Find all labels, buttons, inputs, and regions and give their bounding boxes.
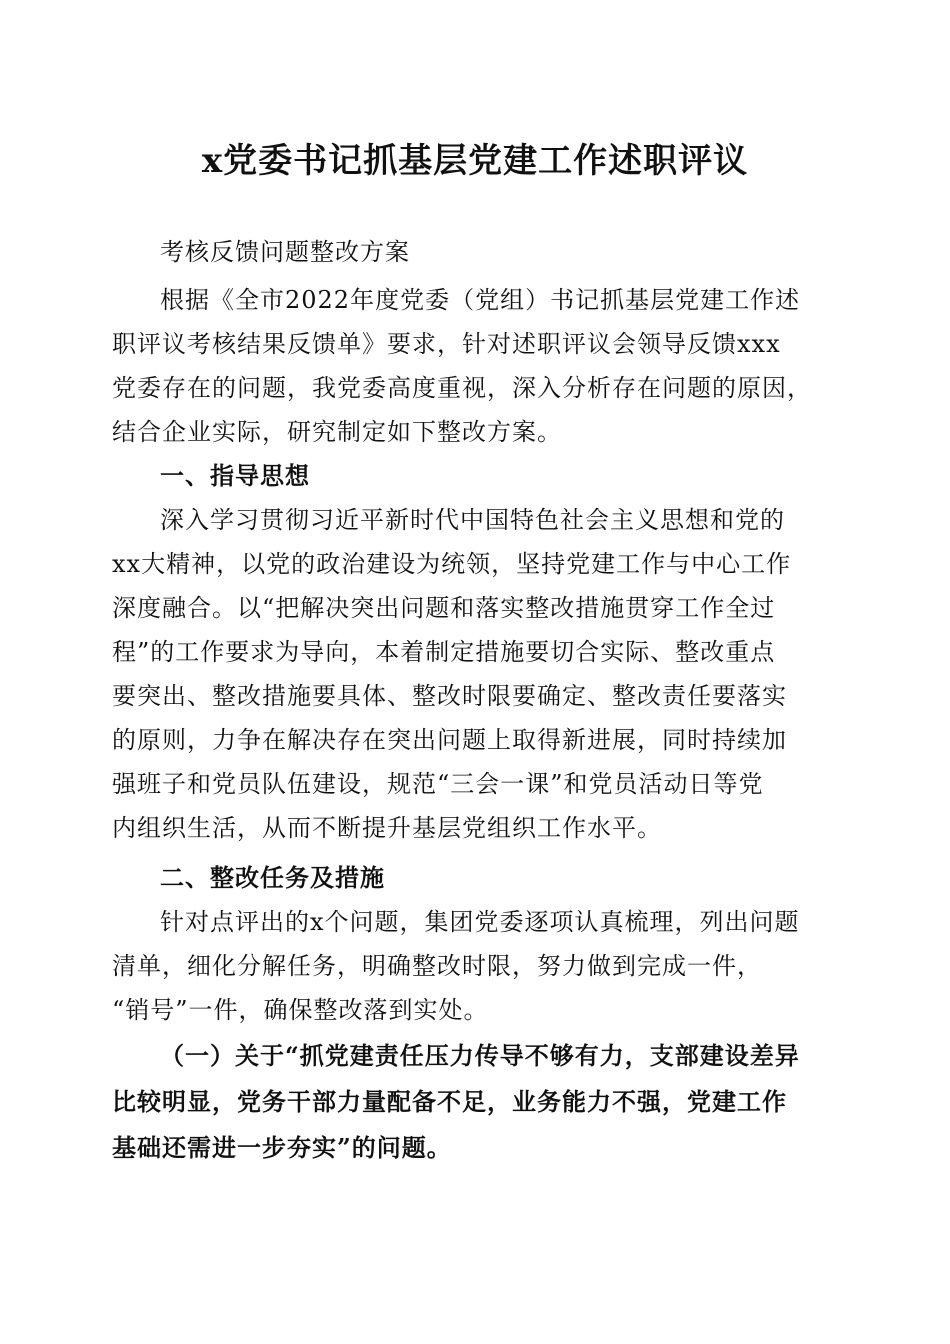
subtitle: 考核反馈问题整改方案 <box>160 238 410 266</box>
section-heading: 二、整改任务及措施 <box>160 863 385 892</box>
paragraph-line: 党委存在的问题，我党委高度重视，深入分析存在问题的原因， <box>112 374 812 402</box>
paragraph-line: 针对点评出的x个问题，集团党委逐项认真梳理，列出问题 <box>160 908 800 936</box>
paragraph-line: 深度融合。以“把解决突出问题和落实整改措施贯穿工作全过 <box>112 594 776 622</box>
subsection-heading: 比较明显，党务干部力量配备不足，业务能力不强，党建工作 <box>112 1087 787 1116</box>
document-title: x党委书记抓基层党建工作述职评议 <box>201 141 749 181</box>
paragraph-line: 程”的工作要求为导向，本着制定措施要切合实际、整改重点 <box>112 638 776 666</box>
paragraph-line: “销号”一件，确保整改落到实处。 <box>112 996 489 1024</box>
subsection-heading: 基础还需进一步夯实”的问题。 <box>112 1133 452 1162</box>
paragraph-line: 要突出、整改措施要具体、整改时限要确定、整改责任要落实 <box>112 682 787 710</box>
paragraph-line: 的原则，力争在解决存在突出问题上取得新进展，同时持续加 <box>112 726 787 754</box>
paragraph-line: 职评议考核结果反馈单》要求，针对述职评议会领导反馈xxx <box>112 330 781 358</box>
paragraph-line: 清单，细化分解任务，明确整改时限，努力做到完成一件， <box>112 952 762 980</box>
subsection-heading: （一）关于“抓党建责任压力传导不够有力，支部建设差异 <box>160 1041 800 1070</box>
paragraph-line: 内组织生活，从而不断提升基层党组织工作水平。 <box>112 814 662 842</box>
section-heading: 一、指导思想 <box>160 461 310 490</box>
paragraph-line: 结合企业实际，研究制定如下整改方案。 <box>112 418 562 446</box>
paragraph-line: 根据《全市2022年度党委（党组）书记抓基层党建工作述 <box>160 286 801 314</box>
paragraph-line: 强班子和党员队伍建设，规范“三会一课”和党员活动日等党 <box>112 770 764 798</box>
paragraph-line: 深入学习贯彻习近平新时代中国特色社会主义思想和党的 <box>160 506 785 534</box>
paragraph-line: xx大精神，以党的政治建设为统领，坚持党建工作与中心工作 <box>112 550 792 578</box>
